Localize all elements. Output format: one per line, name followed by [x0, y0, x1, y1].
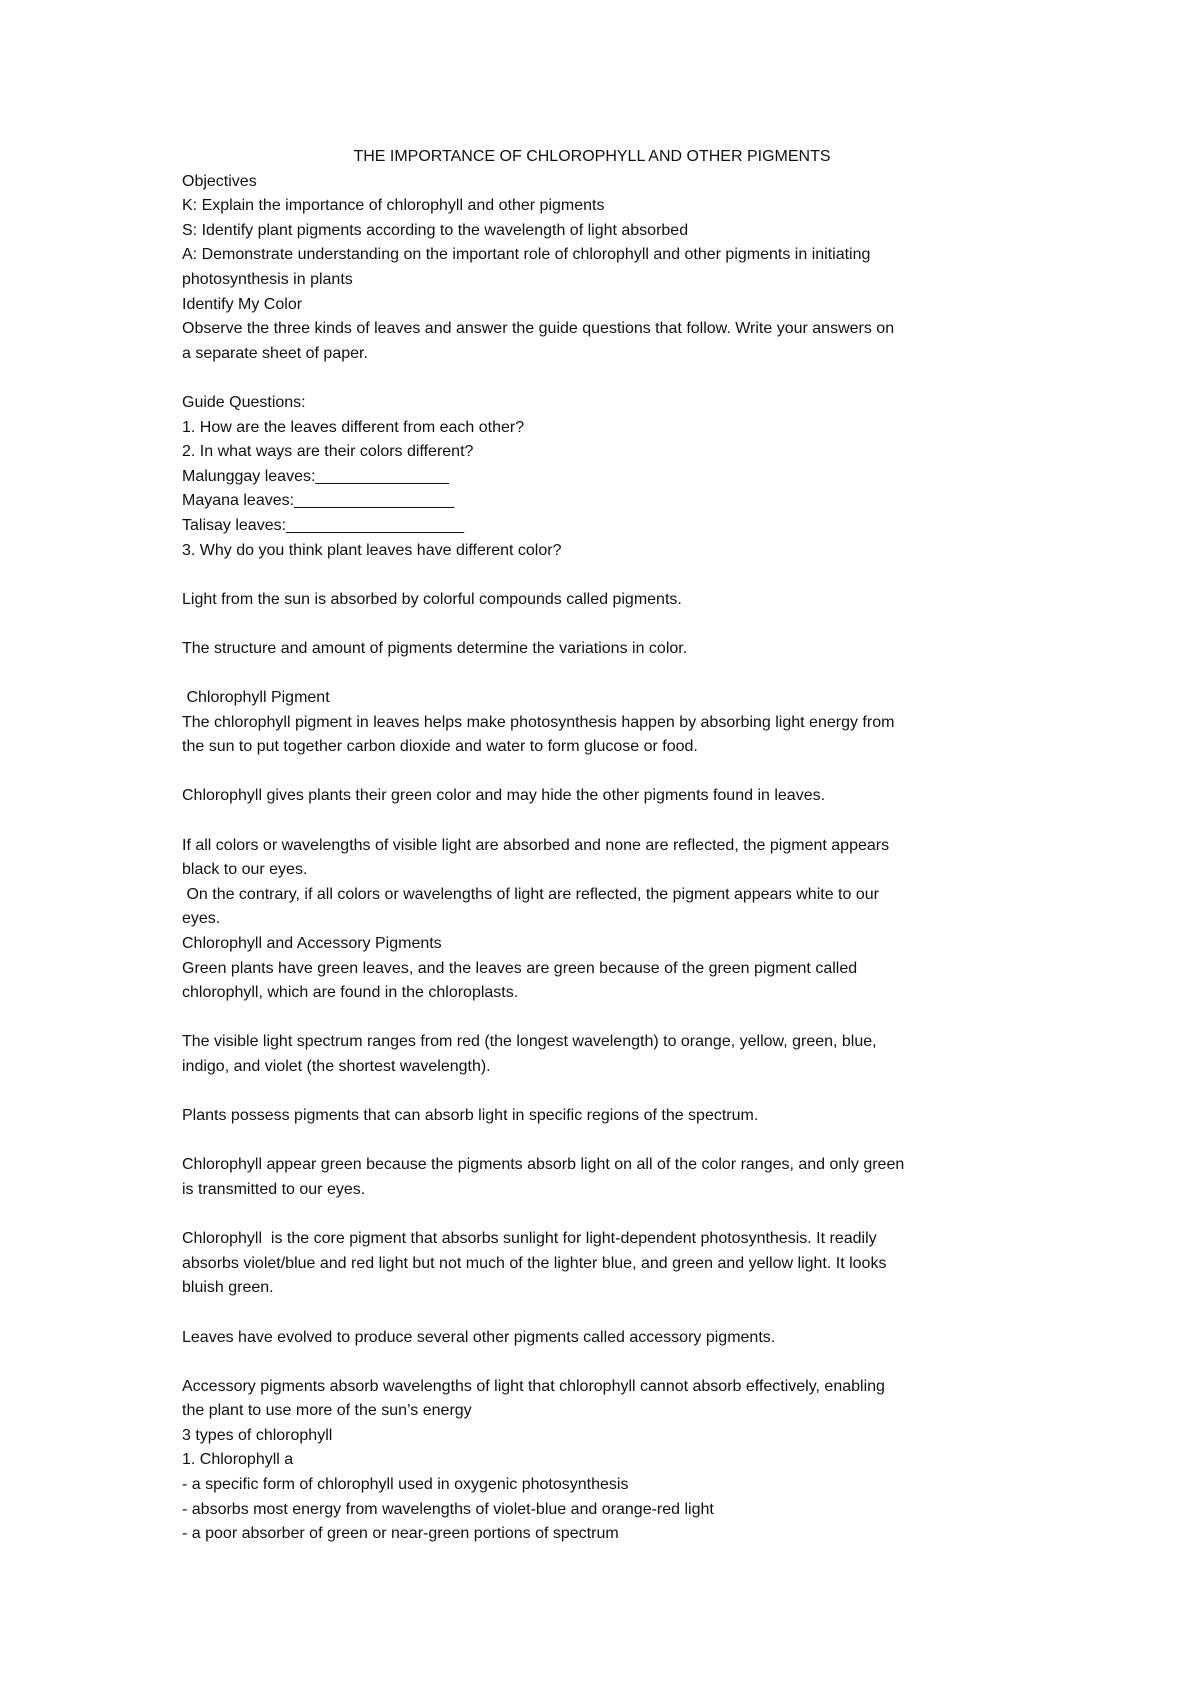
text-line: Light from the sun is absorbed by colorful compounds called pigments. [182, 590, 682, 608]
blank-line [182, 1350, 1042, 1375]
text-line: Accessory pigments absorb wavelengths of light that chlorophyll cannot absorb effectively, enabling [182, 1377, 885, 1395]
blank-line [182, 661, 1042, 686]
text-line: Mayana leaves:__________________ [182, 492, 455, 510]
text-line: Observe the three kinds of leaves and answer the guide questions that follow. Write your answers on [182, 320, 895, 338]
text-line: Leaves have evolved to produce several other pigments called accessory pigments. [182, 1328, 776, 1346]
text-line: Chlorophyll is the core pigment that absorbs sunlight for light-dependent photosynthesis. It readily [182, 1230, 877, 1248]
text-line: absorbs violet/blue and red light but not much of the lighter blue, and green and yellow light. It looks [182, 1254, 887, 1272]
text-line: S: Identify plant pigments according to the wavelength of light absorbed [182, 221, 689, 239]
text-line: Green plants have green leaves, and the leaves are green because of the green pigment called [182, 959, 858, 977]
text-line: Talisay leaves:____________________ [182, 516, 465, 534]
document-body [182, 145, 1042, 1547]
text-line: indigo, and violet (the shortest wavelength). [182, 1057, 491, 1075]
text-line: K: Explain the importance of chlorophyll and other pigments [182, 197, 605, 215]
blank-line [182, 760, 1042, 785]
text-line: a separate sheet of paper. [182, 344, 368, 362]
text-line: 1. How are the leaves different from each other? [182, 418, 525, 436]
blank-line [182, 1301, 1042, 1326]
text-line: is transmitted to our eyes. [182, 1180, 366, 1198]
text-line: the sun to put together carbon dioxide and water to form glucose or food. [182, 738, 698, 756]
text-line: Chlorophyll gives plants their green color and may hide the other pigments found in leaves. [182, 787, 826, 805]
text-line: 3. Why do you think plant leaves have different color? [182, 541, 562, 559]
text-line: 3 types of chlorophyll [182, 1426, 333, 1444]
text-line: A: Demonstrate understanding on the important role of chlorophyll and other pigments in initiating [182, 246, 871, 264]
blank-line [182, 366, 1042, 391]
text-line: eyes. [182, 910, 221, 928]
blank-line [182, 1203, 1042, 1228]
blank-line [182, 1080, 1042, 1105]
text-line: Malunggay leaves:_______________ [182, 467, 449, 485]
text-line: - a poor absorber of green or near-green portions of spectrum [182, 1525, 619, 1543]
text-line: Objectives [182, 172, 257, 190]
text-line: - absorbs most energy from wavelengths of violet-blue and orange-red light [182, 1500, 714, 1518]
blank-line [182, 612, 1042, 637]
blank-line [182, 1129, 1042, 1154]
text-line: The structure and amount of pigments determine the variations in color. [182, 639, 688, 657]
text-line: 2. In what ways are their colors different? [182, 443, 474, 461]
text-line: Chlorophyll and Accessory Pigments [182, 935, 442, 952]
document-title: THE IMPORTANCE OF CHLOROPHYLL AND OTHER PIGMENTS [353, 148, 831, 165]
blank-line [182, 1006, 1042, 1031]
text-line: bluish green. [182, 1279, 274, 1297]
text-line: the plant to use more of the sun’s energy [182, 1402, 472, 1420]
text-line: Chlorophyll appear green because the pigments absorb light on all of the color ranges, and only green [182, 1156, 905, 1174]
text-line: Plants possess pigments that can absorb light in specific regions of the spectrum. [182, 1107, 759, 1125]
text-line: chlorophyll, which are found in the chloroplasts. [182, 984, 519, 1002]
text-line: photosynthesis in plants [182, 270, 353, 288]
text-line: - a specific form of chlorophyll used in oxygenic photosynthesis [182, 1476, 629, 1494]
text-line: Guide Questions: [182, 393, 306, 411]
text-line: black to our eyes. [182, 861, 308, 879]
blank-line [182, 809, 1042, 834]
text-line: The chlorophyll pigment in leaves helps make photosynthesis happen by absorbing light energy from [182, 713, 895, 731]
text-line: The visible light spectrum ranges from red (the longest wavelength) to orange, yellow, green, blue, [182, 1033, 877, 1051]
blank-line [182, 563, 1042, 588]
document-lines [182, 170, 1042, 1547]
text-line: If all colors or wavelengths of visible light are absorbed and none are reflected, the pigment appears [182, 836, 890, 854]
text-line: Chlorophyll Pigment [182, 689, 330, 707]
text-line: On the contrary, if all colors or wavelengths of light are reflected, the pigment appears white to our [182, 885, 879, 903]
text-line: 1. Chlorophyll a [182, 1451, 294, 1469]
text-line: Identify My Color [182, 295, 303, 313]
